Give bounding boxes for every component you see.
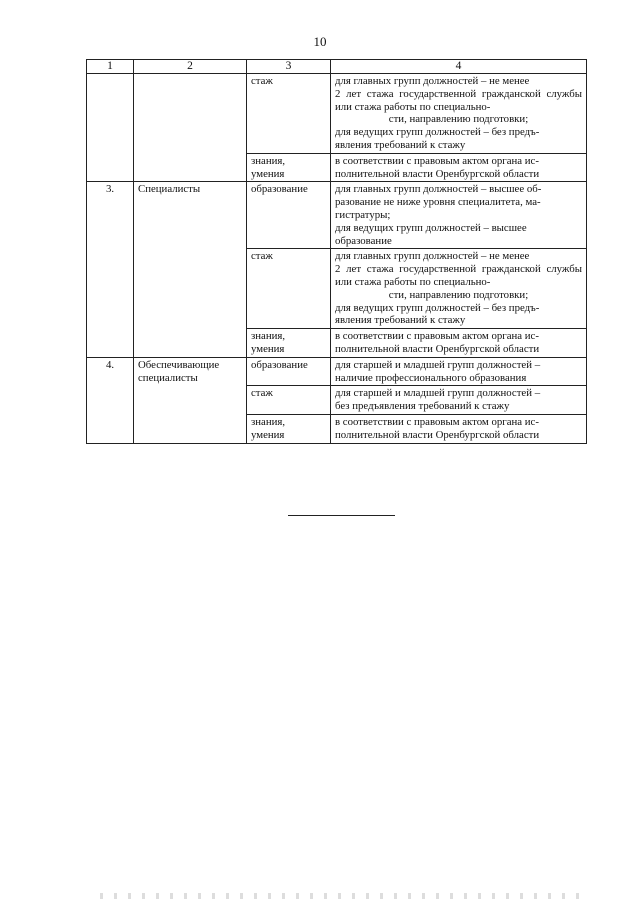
- requirement-cell: стаж: [247, 74, 331, 154]
- description-line: образование: [335, 234, 392, 247]
- description-cell: [331, 414, 587, 443]
- requirement-cell: образование: [247, 182, 331, 249]
- requirement-line: знания,: [251, 415, 286, 428]
- requirement-line: умения: [251, 342, 285, 355]
- category-cell: [134, 74, 247, 182]
- description-line: для старшей и младшей групп должностей –: [335, 358, 541, 371]
- page-number: 10: [313, 34, 327, 49]
- description-line: для ведущих групп должностей – высшее: [335, 221, 527, 234]
- description-line: для старшей и младшей групп должностей –: [335, 387, 541, 400]
- requirement-line: знания,: [251, 154, 286, 167]
- requirement-cell: [247, 153, 331, 182]
- description-line: в соответствии с правовым актом органа ис-: [335, 154, 539, 167]
- description-line: для главных групп должностей – не менее: [335, 250, 530, 263]
- description-line: явления требований к стажу: [335, 138, 466, 151]
- category-cell: [134, 357, 247, 443]
- description-line: гистратуры;: [335, 208, 391, 221]
- table-row: [87, 74, 587, 154]
- requirement-line: умения: [251, 167, 285, 180]
- description-cell: [331, 153, 587, 182]
- description-line: полнительной власти Оренбургской области: [335, 342, 540, 355]
- description-line: в соответствии с правовым актом органа ис-: [335, 330, 539, 343]
- requirement-line: умения: [251, 428, 285, 441]
- header-cell: 3: [247, 60, 331, 74]
- description-cell: [331, 329, 587, 358]
- description-line: наличие профессионального образования: [335, 371, 527, 384]
- description-line: явления требований к стажу: [335, 314, 466, 327]
- description-line: сти, направлению подготовки;: [388, 113, 529, 126]
- row-number: [87, 74, 134, 182]
- table-row: [87, 357, 587, 386]
- header-cell: 1: [87, 60, 134, 74]
- row-number: 3.: [87, 182, 134, 357]
- description-cell: [331, 182, 587, 249]
- category-line: Обеспечивающие: [138, 358, 220, 371]
- requirements-table: [86, 59, 587, 444]
- description-line: разование не ниже уровня специалитета, ма-: [335, 196, 541, 209]
- table-row: [87, 182, 587, 249]
- description-line: 2 лет стажа государственной гражданской службы или стажа работы по специально-: [335, 263, 582, 288]
- footer-scan-artifact: [100, 893, 580, 899]
- table-header-row: [87, 60, 587, 74]
- description-cell: [331, 386, 587, 415]
- description-line: для главных групп должностей – не менее: [335, 75, 530, 87]
- description-cell: [331, 357, 587, 386]
- requirement-cell: образование: [247, 357, 331, 386]
- header-cell: 2: [134, 60, 247, 74]
- description-line: для главных групп должностей – высшее об-: [335, 183, 542, 196]
- row-number: 4.: [87, 357, 134, 443]
- end-separator-line: [288, 515, 395, 516]
- description-line: для ведущих групп должностей – без предъ-: [335, 301, 540, 314]
- description-line: сти, направлению подготовки;: [388, 288, 529, 301]
- description-cell: [331, 249, 587, 329]
- description-cell: [331, 74, 587, 154]
- requirement-cell: стаж: [247, 249, 331, 329]
- description-line: полнительной власти Оренбургской области: [335, 428, 540, 441]
- category-line: специалисты: [138, 371, 198, 384]
- category-cell: Специалисты: [134, 182, 247, 357]
- requirement-cell: [247, 414, 331, 443]
- requirement-line: знания,: [251, 330, 286, 343]
- requirement-cell: стаж: [247, 386, 331, 415]
- requirement-cell: [247, 329, 331, 358]
- description-line: без предъявления требований к стажу: [335, 400, 510, 413]
- description-line: полнительной власти Оренбургской области: [335, 167, 540, 180]
- header-cell: 4: [331, 60, 587, 74]
- description-line: 2 лет стажа государственной гражданской службы или стажа работы по специально-: [335, 87, 582, 113]
- description-line: для ведущих групп должностей – без предъ-: [335, 126, 540, 139]
- description-line: в соответствии с правовым актом органа ис-: [335, 415, 539, 428]
